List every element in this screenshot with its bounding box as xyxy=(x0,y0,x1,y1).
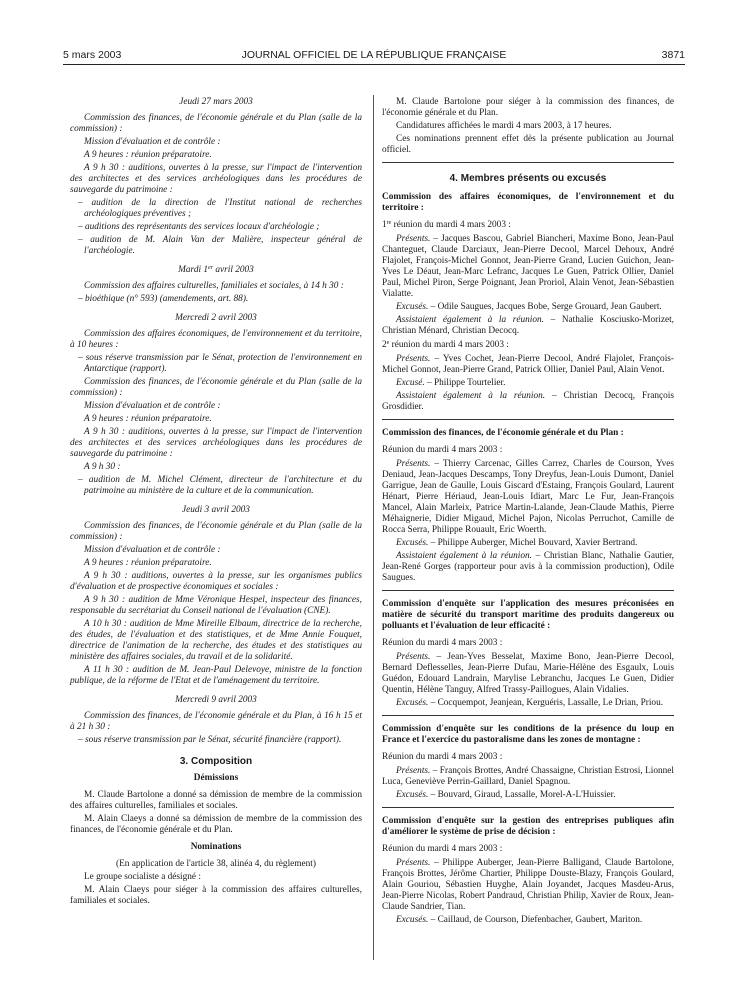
section-separator xyxy=(382,807,674,808)
paragraph: M. Claude Bartolone pour siéger à la commission des finances, de l'économie générale et du Plan. xyxy=(382,97,674,118)
attendance-present: Présents. – Philippe Auberger, Jean-Pierre Balligand, Claude Bartolone, François Brottes, Jérôme Chartier, Philippe Douste-Blazy, François Goulard, Alain Gouriou, Sébastien Huyghe, Alain Joyandet, Jacques Masdeu-Arus, Jean-Pierre Nicolas, Robert Pandraud, Christian Philip, Xavier de Roux, Jean-Claude Sandrier, Tian. xyxy=(382,858,674,912)
list-item: – audition de la direction de l'Institut national de recherches archéologiques préventives ; xyxy=(78,198,362,219)
section-separator xyxy=(382,162,674,163)
header-title: JOURNAL OFFICIEL DE LA RÉPUBLIQUE FRANÇAISE xyxy=(241,49,507,61)
paragraph: Candidatures affichées le mardi 4 mars 2003, à 17 heures. xyxy=(396,121,612,131)
attendance-present: Présents. – Jacques Bascou, Gabriel Biancheri, Maxime Bono, Jean-Paul Chanteguet, Claude Darciaux, Jean-Pierre Decool, Marcel Dehoux, André Flajolet, François-Michel Gonnot, Jean-Pierre Grand, Lucien Guichon, Jean-Yves Le Déaut, Jean-Marc Lefranc, Jacques Le Guen, Patrick Ollier, Daniel Paul, Michel Piron, Serge Poignant, Jean Proriol, Alain Venot, Jean-Sébastien Vialatte. xyxy=(382,234,674,299)
paragraph: A 9 h 30 : auditions, ouvertes à la presse, sur l'impact de l'intervention des architectes et des services archéologiques dans les procédures de sauvegarde du patrimoine : xyxy=(70,163,362,195)
page-header xyxy=(63,49,685,63)
meeting-line: Réunion du mardi 4 mars 2003 : xyxy=(382,638,503,648)
paragraph: A 9 heures : réunion préparatoire. xyxy=(84,558,212,568)
meeting-line: Réunion du mardi 4 mars 2003 : xyxy=(382,752,503,762)
right-column xyxy=(382,97,674,928)
committee-heading: Commission des finances, de l'économie générale et du Plan : xyxy=(382,428,624,438)
list-item: – auditions des représentants des services locaux d'archéologie ; xyxy=(78,222,320,232)
paragraph: Mission d'évaluation et de contrôle : xyxy=(84,137,221,147)
left-column xyxy=(70,97,362,909)
attendance-present: Présents. – Thierry Carcenac, Gilles Carrez, Charles de Courson, Yves Deniaud, Jean-Jacques Descamps, Tony Dreyfus, Jean-Louis Dumont, Daniel Garrigue, Jean de Gaulle, Louis Giscard d'Estaing, François Goulard, Laurent Hénart, Pierre Hériaud, Jean-Louis Idiart, Marc Le Fur, Jean-François Mancel, Alain Marleix, Patrice Martin-Lalande, Jean-Claude Mathis, Pierre Méhaignerie, Didier Migaud, Michel Pajon, Nicolas Perruchot, Camille de Rocca Serra, Philippe Rouault, Eric Woerth. xyxy=(382,459,674,535)
paragraph: A 11 h 30 : audition de M. Jean-Paul Delevoye, ministre de la fonction publique, de la réforme de l'Etat et de l'aménagement du territoire. xyxy=(70,665,362,686)
paragraph: Ces nominations prennent effet dès la présente publication au Journal officiel. xyxy=(382,134,674,155)
section-heading: 4. Membres présents ou excusés xyxy=(449,173,607,184)
attendance-present: Présents. – Yves Cochet, Jean-Pierre Decool, André Flajolet, François-Michel Gonnot, Jean-Pierre Grand, Patrick Ollier, Daniel Paul, Alain Venot. xyxy=(382,354,674,375)
date-heading: Mardi 1er avril 2003 xyxy=(178,265,254,275)
paragraph: A 10 h 30 : audition de Mme Mireille Elbaum, directrice de la recherche, des études, de l'évaluation et des statistiques, et de Mme Annie Fouquet, directrice de l'animation de la recherche, des études et des statistiques au ministère des affaires sociales, du travail et de la solidarité. xyxy=(70,619,362,662)
paragraph: Mission d'évaluation et de contrôle : xyxy=(84,545,221,555)
meeting-line: 1re réunion du mardi 4 mars 2003 : xyxy=(382,220,511,230)
committee-heading: Commission des affaires économiques, de l'environnement et du territoire : xyxy=(382,192,674,213)
attendance-excused: Excusés. – Caillaud, de Courson, Diefenbacher, Gaubert, Mariton. xyxy=(396,915,643,925)
paragraph: Le groupe socialiste a désigné : xyxy=(84,872,201,882)
list-item: – sous réserve transmission par le Sénat, protection de l'environnement en Antarctique (rapport). xyxy=(78,353,362,374)
paragraph: A 9 h 30 : xyxy=(84,462,121,472)
meeting-line: Réunion du mardi 4 mars 2003 : xyxy=(382,844,503,854)
list-item: – sous réserve transmission par le Sénat, sécurité financière (rapport). xyxy=(78,735,342,745)
subsection-heading: Nominations xyxy=(190,842,242,852)
paragraph: A 9 h 30 : audition de Mme Véronique Hespel, inspecteur des finances, responsable du secrétariat du Conseil national de l'évaluation (CNE). xyxy=(70,595,362,616)
column-divider xyxy=(373,95,374,960)
paragraph: Commission des affaires économiques, de l'environnement et du territoire, à 10 heures : xyxy=(70,329,362,350)
paragraph: Commission des finances, de l'économie générale et du Plan (salle de la commission) : xyxy=(70,113,362,134)
section-separator xyxy=(382,715,674,716)
paragraph: Commission des finances, de l'économie générale et du Plan (salle de la commission) : xyxy=(70,521,362,542)
paragraph: A 9 h 30 : auditions, ouvertes à la presse, sur les organismes publics d'évaluation et de prospective économiques et sociales : xyxy=(70,571,362,592)
section-heading: 3. Composition xyxy=(179,756,253,767)
meeting-line: Réunion du mardi 4 mars 2003 : xyxy=(382,445,503,455)
list-item: – bioéthique (n° 593) (amendements, art. 88). xyxy=(78,294,249,304)
paragraph: Commission des finances, de l'économie générale et du Plan (salle de la commission) : xyxy=(70,377,362,398)
date-heading: Mercredi 2 avril 2003 xyxy=(175,313,257,323)
paragraph: Commission des finances, de l'économie générale et du Plan, à 16 h 15 et à 21 h 30 : xyxy=(70,711,362,732)
date-heading: Jeudi 3 avril 2003 xyxy=(182,505,250,515)
header-rule xyxy=(63,64,685,65)
paragraph: M. Alain Claeys pour siéger à la commission des affaires culturelles, familiales et sociales. xyxy=(70,885,362,906)
date-heading: Mercredi 9 avril 2003 xyxy=(175,695,257,705)
attendance-also: Assistaient également à la réunion. – Christian Blanc, Nathalie Gautier, Jean-René Gorges (rapporteur pour avis à la commission production), Odile Saugues. xyxy=(382,551,674,583)
header-page-number: 3871 xyxy=(661,49,685,61)
header-date: 5 mars 2003 xyxy=(63,49,122,61)
paragraph: Commission des affaires culturelles, familiales et sociales, à 14 h 30 : xyxy=(84,281,344,291)
attendance-excused: Excusés. – Cocquempot, Jeanjean, Kerguéris, Lassalle, Le Drian, Priou. xyxy=(396,698,664,708)
section-separator xyxy=(382,419,674,420)
attendance-excused: Excusés. – Bouvard, Giraud, Lassalle, Morel-A-L'Huissier. xyxy=(396,790,616,800)
paragraph: (En application de l'article 38, alinéa 4, du règlement) xyxy=(116,859,316,869)
meeting-line: 2e réunion du mardi 4 mars 2003 : xyxy=(382,340,509,350)
paragraph: Mission d'évaluation et de contrôle : xyxy=(84,401,221,411)
date-heading: Jeudi 27 mars 2003 xyxy=(179,97,253,107)
section-separator xyxy=(382,590,674,591)
paragraph: M. Claude Bartolone a donné sa démission de membre de la commission des affaires culturelles, familiales et sociales. xyxy=(70,790,362,811)
list-item: – audition de M. Michel Clément, directeur de l'architecture et du patrimoine au ministère de la culture et de la communication. xyxy=(78,475,362,496)
attendance-excused: Excusés. – Philippe Auberger, Michel Bouvard, Xavier Bertrand. xyxy=(396,538,638,548)
committee-heading: Commission d'enquête sur les conditions de la présence du loup en France et l'exercice du pastoralisme dans les zones de montagne : xyxy=(382,724,674,745)
attendance-excused: Excusé. – Philippe Tourtelier. xyxy=(396,378,506,388)
paragraph: A 9 h 30 : auditions, ouvertes à la presse, sur l'impact de l'intervention des architectes et des services archéologiques dans les procédures de sauvegarde du patrimoine : xyxy=(70,427,362,459)
committee-heading: Commission d'enquête sur l'application des mesures préconisées en matière de sécurité du transport maritime des produits dangereux ou polluants et l'évaluation de leur efficacité : xyxy=(382,599,674,631)
attendance-excused: Excusés. – Odile Saugues, Jacques Bobe, Serge Grouard, Jean Gaubert. xyxy=(396,302,662,312)
paragraph: A 9 heures : réunion préparatoire. xyxy=(84,414,212,424)
attendance-present: Présents. – François Brottes, André Chassaigne, Christian Estrosi, Lionnel Luca, Geneviève Perrin-Gaillard, Daniel Spagnou. xyxy=(382,766,674,787)
attendance-also: Assistaient également à la réunion. – Christian Decocq, François Grosdidier. xyxy=(382,391,674,412)
paragraph: M. Alain Claeys a donné sa démission de membre de la commission des finances, de l'économie générale et du Plan. xyxy=(70,814,362,835)
paragraph: A 9 heures : réunion préparatoire. xyxy=(84,150,212,160)
committee-heading: Commission d'enquête sur la gestion des entreprises publiques afin d'améliorer le système de prise de décision : xyxy=(382,816,674,837)
attendance-present: Présents. – Jean-Yves Besselat, Maxime Bono, Jean-Pierre Decool, Bernard Deflesselles, Jean-Pierre Dufau, Marie-Hélène des Esgaulx, Louis Guédon, Edouard Landrain, Marylise Lebranchu, Jacques Le Guen, Didier Quentin, Hélène Tanguy, Alfred Trassy-Paillogues, Alain Vidalies. xyxy=(382,652,674,695)
list-item: – audition de M. Alain Van der Malière, inspecteur général de l'archéologie. xyxy=(78,235,362,256)
subsection-heading: Démissions xyxy=(193,773,239,783)
attendance-also: Assistaient également à la réunion. – Nathalie Kosciusko-Morizet, Christian Ménard, Christian Decocq. xyxy=(382,315,674,336)
